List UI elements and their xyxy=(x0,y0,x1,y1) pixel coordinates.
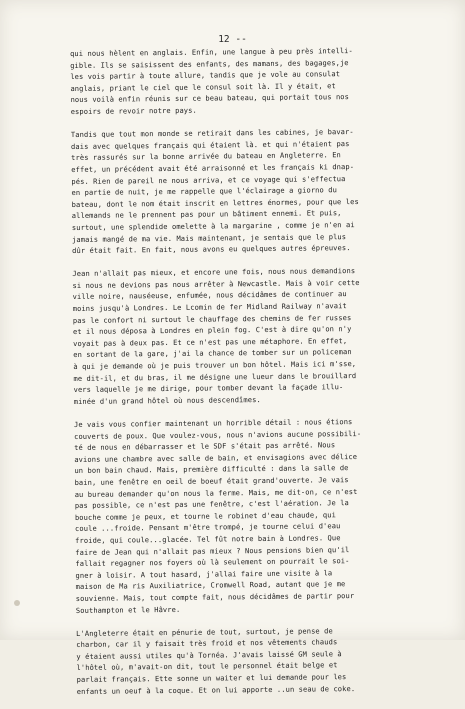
text-line: minée d'un grand hôtel où nous descendîmes. xyxy=(73,394,261,406)
text-line: dais avec quelques français qui étaient là. et qui n'étaient pas xyxy=(70,138,350,151)
text-line: y étaient aussi utiles qu'à Tornéa. J'avais laissé GM seule à xyxy=(76,649,342,661)
text-line: Tandis que tout mon monde se retirait dans les cabines, je bavar- xyxy=(70,127,354,140)
paragraph-arrival-boat xyxy=(70,44,458,118)
text-line: et il nous déposa à Londres en plein fog. C'est à dire qu'on n'y xyxy=(72,324,352,337)
text-line: surtout, une splendide omelette à la margarine , comme je n'en ai xyxy=(71,219,355,232)
text-line: anglais, priant le ciel que le consul soit là. Il y était, et xyxy=(70,81,336,93)
text-line: bouche comme je peux, et tourne le robinet d'eau chaude, qui xyxy=(74,509,337,522)
text-line: en sortant de la gare, j'ai la chance de tomber sur un policeman xyxy=(73,347,352,360)
text-line: allemands ne le prennent pas pour un bâtiment ennemi. Et puis, xyxy=(71,208,342,221)
text-line: avions une chambre avec salle de bain, et envisagions avec délice xyxy=(74,451,358,464)
text-line: L'Angleterre était en pénurie de tout, surtout, je pense de xyxy=(76,625,333,638)
text-line: espoirs de revoir notre pays. xyxy=(70,105,197,116)
text-line: faire de Jean qui n'allait pas mieux ? Nous pensions bien qu'il xyxy=(75,544,350,557)
paragraph-crossing xyxy=(71,125,459,257)
text-line: gner à loisir. A tout hasard, j'allai faire une visite à la xyxy=(75,568,333,580)
paragraph-london-fog xyxy=(72,264,460,407)
text-line: pés. Rien de pareil ne nous arriva, et ce voyage qui s'effectua xyxy=(71,173,346,186)
text-line: parlait français. Ette sonne un waiter et lui demande pour les xyxy=(76,672,347,685)
text-line: coule ...froide. Pensant m'être trompé, je tourne celui d'eau xyxy=(74,521,341,534)
text-line: bain, une fenêtre en oeil de boeuf était grand'ouverte. Je vais xyxy=(74,475,349,487)
text-line: ville noire, nauséeuse, enfumée, nous décidâmes de continuer au xyxy=(72,289,347,302)
text-line: Je vais vous confier maintenant un horrible détail : nous étions xyxy=(73,417,353,429)
text-line: bateau, dont le nom était inscrit en lettres énormes, pour que les xyxy=(71,196,359,209)
text-line: en partie de nuit, je me rappelle que l'éclairage a giorno du xyxy=(71,185,337,198)
text-line: couverts de poux. Que voulez-vous, nous n'avions aucune possibili- xyxy=(74,428,362,441)
text-line: au bureau demander qu'on nous la ferme. Mais, me dit-on, ce n'est xyxy=(74,486,358,499)
text-line: Southampton et le Hâvre. xyxy=(75,604,181,615)
text-line: pas le confort ni surtout le chauffage des chemins de fer russes xyxy=(72,312,352,325)
text-line: voyait pas à deux pas. Et ce n'est pas une métaphore. En effet, xyxy=(73,335,348,348)
text-line: très rassurés sur la bonne arrivée du bateau en Angleterre. En xyxy=(71,150,341,163)
text-line: effet, un précédent avait été arraisonné et les français ki dnap- xyxy=(71,161,355,174)
text-line: charbon, car il y faisait très froid et nos vêtements chauds xyxy=(76,637,338,650)
paragraph-hotel-bath xyxy=(74,415,463,616)
text-line: gible. Ils se saisissent des enfants, des mamans, des bagages,je xyxy=(70,57,349,70)
letter-body xyxy=(70,44,464,709)
text-line: vers laquelle je me dirige, pour tomber devant la façade illu- xyxy=(73,382,344,395)
text-line: jamais mangé de ma vie. Mais maintenant, je sentais que le plus xyxy=(71,231,347,244)
page-number: 12 -- xyxy=(218,34,247,45)
text-line: l'hôtel où, m'avait-on dit, tout le personnel était belge et xyxy=(76,660,338,673)
text-line: à qui je demande où je puis trouver un bon hôtel. Mais ici m'sse, xyxy=(73,359,357,372)
text-line: fallait regagner nos foyers où là seulement on pourrait le soi- xyxy=(75,556,350,569)
text-line: Jean n'allait pas mieux, et encore une fois, nous nous demandions xyxy=(72,266,356,279)
text-line: moins jusqu'à Londres. Le Lcomin de fer Midland Railway n'avait xyxy=(72,301,347,314)
text-line: dûr était fait. En fait, nous avons eu quelques autres épreuves. xyxy=(72,243,351,256)
text-line: un bon bain chaud. Mais, première difficulté : dans la salle de xyxy=(74,463,349,476)
text-line: souvienne. Mais, tout compte fait, nous décidâmes de partir pour xyxy=(75,590,355,603)
paragraph-england-shortage xyxy=(76,624,464,698)
text-line: si nous ne devions pas nous arrêter à Newcastle. Mais à voir cette xyxy=(72,277,360,290)
text-line: me dit-il, et du bras, il me désigne une lueur dans le brouillard xyxy=(73,370,357,383)
text-line: qui nous hèlent en anglais. Enfin, une langue à peu près intelli- xyxy=(70,46,353,58)
text-line: froide, qui coule...glacée. Tel fût notre bain à Londres. Que xyxy=(75,533,341,545)
text-line: pas possible, ce n'est pas une fenêtre, c'est l'aération. Je la xyxy=(74,498,349,511)
text-line: té de nous en débarrasser et le SDF s'était pas arrêté. Nous xyxy=(74,440,336,453)
text-line: maison de Ma ris Auxiliatrice, Cromwell Road, autant que je me xyxy=(75,579,346,592)
text-line: les vois partir à toute allure, tandis que je vole au consulat xyxy=(70,69,341,82)
text-line: enfants un oeuf à la coque. Et on lui apporte ..un seau de coke. xyxy=(76,683,356,696)
text-line: nous voilà enfin réunis sur ce beau bateau, qui portait tous nos xyxy=(70,92,350,105)
paper-blemish xyxy=(14,600,20,606)
